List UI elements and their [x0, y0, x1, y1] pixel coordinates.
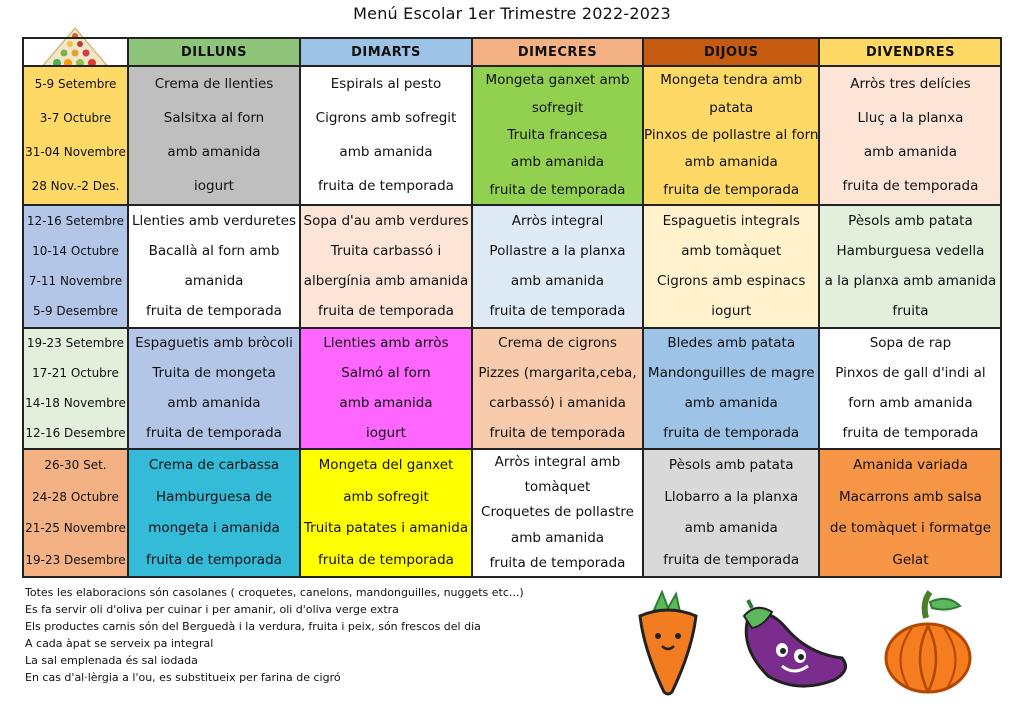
- dish-line: Lluç a la planxa: [857, 110, 964, 126]
- date-range: 3-7 Octubre: [39, 110, 112, 125]
- dish-line: amb amanida: [863, 145, 958, 161]
- dish-line: Truita francesa: [507, 127, 608, 143]
- pumpkin-icon: [882, 588, 974, 696]
- dish-line: amb sofregit: [343, 489, 429, 505]
- note-line: A cada àpat se serveix pa integral: [25, 637, 214, 650]
- dish-line: Arròs integral: [511, 213, 604, 229]
- dish-line: forn amb amanida: [848, 395, 973, 411]
- dish-line: Mongeta del ganxet: [318, 458, 454, 474]
- dish-line: Amanida variada: [853, 458, 968, 474]
- dish-line: Arròs tres delícies: [850, 76, 971, 92]
- dish-line: fruita de temporada: [489, 555, 626, 571]
- dish-line: fruita de temporada: [318, 304, 454, 320]
- dish-line: Llobarro a la planxa: [664, 489, 799, 505]
- menu-cell: [819, 449, 1001, 577]
- date-range: 10-14 Octubre: [32, 243, 119, 258]
- date-range: 7-11 Novembre: [28, 274, 123, 289]
- dish-line: tomàquet: [524, 480, 591, 496]
- week-row: [23, 449, 1001, 577]
- date-range: 17-21 Octubre: [32, 366, 119, 381]
- note-line: En cas d'al·lèrgia a l'ou, es substitueix per farina de cigró: [25, 671, 341, 684]
- date-range: 21-25 Novembre: [25, 521, 126, 536]
- dish-line: Espirals al pesto: [330, 76, 442, 92]
- dish-line: fruita de temporada: [318, 179, 454, 195]
- menu-cell: [300, 205, 472, 328]
- dish-line: Crema de llenties: [154, 76, 274, 92]
- dish-line: amb amanida: [684, 395, 778, 411]
- menu-cell: [128, 328, 300, 449]
- dish-line: fruita de temporada: [489, 182, 626, 198]
- week-row: [23, 66, 1001, 205]
- menu-cell: [300, 328, 472, 449]
- dish-line: Llenties amb verduretes: [131, 213, 297, 229]
- dish-line: Mandonguilles de magre: [647, 366, 815, 382]
- dish-line: Crema de cigrons: [498, 336, 617, 352]
- note-line: Totes les elaboracions són casolanes ( croquetes, canelons, mandonguilles, nuggets etc...): [25, 586, 524, 599]
- dish-line: amb amanida: [339, 395, 433, 411]
- dish-line: amb tomàquet: [681, 243, 782, 259]
- dish-line: fruita de temporada: [663, 182, 800, 198]
- dish-line: Espaguetis amb bròcoli: [135, 336, 293, 352]
- day-header-row: [23, 38, 1001, 66]
- date-range: 14-18 Novembre: [25, 395, 126, 410]
- carrot-icon: [632, 590, 704, 696]
- dish-line: Sopa de rap: [869, 336, 952, 352]
- menu-cell: [472, 328, 643, 449]
- dish-line: amanida: [184, 274, 244, 290]
- dish-line: Macarrons amb salsa: [838, 489, 982, 505]
- menu-cell: [472, 449, 643, 577]
- menu-cell: [819, 66, 1001, 205]
- dish-line: albergínia amb amanida: [303, 274, 469, 290]
- dish-line: Sopa d'au amb verdures: [303, 213, 469, 229]
- dish-line: Gelat: [892, 552, 929, 568]
- menu-cell: [643, 449, 819, 577]
- dish-line: Truita de mongeta: [152, 366, 276, 382]
- date-range: 19-23 Desembre: [25, 552, 126, 567]
- date-range: 24-28 Octubre: [32, 489, 119, 504]
- dish-line: mongeta i amanida: [148, 521, 280, 537]
- week-dates: [23, 328, 128, 449]
- date-range: 26-30 Set.: [44, 458, 107, 473]
- date-range: 5-9 Setembre: [34, 76, 117, 91]
- dish-line: Llenties amb arròs: [323, 336, 449, 352]
- dish-line: fruita de temporada: [146, 304, 282, 320]
- menu-cell: [128, 449, 300, 577]
- note-line: Els productes carnis són del Berguedà i la verdura, fruita i peix, són frescos del dia: [25, 620, 481, 633]
- page-title: Menú Escolar 1er Trimestre 2022-2023: [353, 4, 671, 23]
- dish-line: Hamburguesa de: [156, 489, 272, 505]
- dish-line: Hamburguesa vedella: [836, 243, 985, 259]
- menu-cell: [128, 205, 300, 328]
- dish-line: amb amanida: [510, 155, 605, 171]
- dish-line: Arròs integral amb: [494, 455, 621, 471]
- dish-line: Truita patates i amanida: [303, 521, 469, 537]
- dish-line: fruita: [892, 304, 929, 320]
- menu-cell: [300, 66, 472, 205]
- dish-line: sofregit: [531, 100, 584, 116]
- week-dates: [23, 205, 128, 328]
- menu-cell: [300, 449, 472, 577]
- day-header: DIMECRES: [472, 38, 643, 66]
- note-line: La sal emplenada és sal iodada: [25, 654, 198, 667]
- menu-cell: [643, 66, 819, 205]
- dish-line: fruita de temporada: [842, 179, 979, 195]
- menu-cell: [643, 205, 819, 328]
- day-header: DILLUNS: [128, 38, 300, 66]
- dish-line: Pèsols amb patata: [848, 213, 973, 229]
- week-row: [23, 328, 1001, 449]
- dish-line: fruita de temporada: [146, 425, 282, 441]
- dish-line: iogurt: [711, 304, 752, 320]
- dish-line: fruita de temporada: [146, 552, 282, 568]
- dish-line: carbassó) i amanida: [489, 395, 626, 411]
- dish-line: a la planxa amb amanida: [824, 274, 997, 290]
- dish-line: amb amanida: [339, 145, 433, 161]
- dish-line: amb amanida: [510, 530, 605, 546]
- dish-line: Mongeta ganxet amb: [485, 73, 630, 89]
- menu-cell: [643, 328, 819, 449]
- dish-line: Cigrons amb sofregit: [315, 110, 457, 126]
- dish-line: Salsitxa al forn: [163, 110, 265, 126]
- dish-line: Pinxos de pollastre al forn: [644, 127, 819, 143]
- menu-cell: [128, 66, 300, 205]
- dish-line: Pèsols amb patata: [668, 458, 794, 474]
- note-line: Es fa servir oli d'oliva per cuinar i per amanir, oli d'oliva verge extra: [25, 603, 399, 616]
- dish-line: patata: [709, 100, 754, 116]
- week-dates: [23, 66, 128, 205]
- week-dates: [23, 449, 128, 577]
- date-range: 31-04 Novembre: [25, 145, 126, 160]
- eggplant-icon: [738, 598, 854, 694]
- menu-cell: [819, 205, 1001, 328]
- day-header: DIMARTS: [300, 38, 472, 66]
- dish-line: fruita de temporada: [663, 425, 800, 441]
- date-range: 5-9 Desembre: [32, 304, 119, 319]
- dish-line: amb amanida: [684, 521, 778, 537]
- dish-line: Pollastre a la planxa: [489, 243, 626, 259]
- dish-line: fruita de temporada: [489, 304, 626, 320]
- dish-line: fruita de temporada: [842, 425, 979, 441]
- week-row: [23, 205, 1001, 328]
- dish-line: Bledes amb patata: [667, 336, 796, 352]
- dish-line: de tomàquet i formatge: [829, 521, 992, 537]
- dish-line: Bacallà al forn amb: [148, 243, 280, 259]
- menu-cell: [819, 328, 1001, 449]
- date-range: 28 Nov.-2 Des.: [31, 179, 120, 194]
- dish-line: amb amanida: [167, 145, 261, 161]
- dish-line: amb amanida: [684, 155, 778, 171]
- dish-line: fruita de temporada: [663, 552, 800, 568]
- dish-line: Espaguetis integrals: [662, 213, 800, 229]
- dish-line: iogurt: [194, 179, 234, 195]
- dish-line: Pizzes (margarita,ceba,: [478, 366, 637, 382]
- date-range: 12-16 Setembre: [26, 213, 125, 228]
- menu-cell: [472, 205, 643, 328]
- dish-line: Crema de carbassa: [148, 458, 280, 474]
- menu-cell: [472, 66, 643, 205]
- date-range: 19-23 Setembre: [26, 336, 125, 351]
- dish-line: Mongeta tendra amb: [660, 73, 803, 89]
- dish-line: amb amanida: [167, 395, 261, 411]
- date-range: 12-16 Desembre: [25, 425, 126, 440]
- corner-cell: [23, 38, 128, 66]
- dish-line: amb amanida: [510, 274, 605, 290]
- dish-line: fruita de temporada: [489, 425, 626, 441]
- menu-table: [22, 37, 1002, 578]
- dish-line: iogurt: [366, 425, 406, 441]
- day-header: DIJOUS: [643, 38, 819, 66]
- notes: [25, 584, 524, 686]
- dish-line: Croquetes de pollastre: [481, 505, 634, 521]
- dish-line: Truita carbassó i: [330, 243, 442, 259]
- dish-line: Salmó al forn: [341, 366, 431, 382]
- day-header: DIVENDRES: [819, 38, 1001, 66]
- dish-line: Cigrons amb espinacs: [657, 274, 806, 290]
- dish-line: fruita de temporada: [318, 552, 454, 568]
- menu-body: [23, 66, 1001, 577]
- dish-line: Pinxos de gall d'indi al: [835, 366, 986, 382]
